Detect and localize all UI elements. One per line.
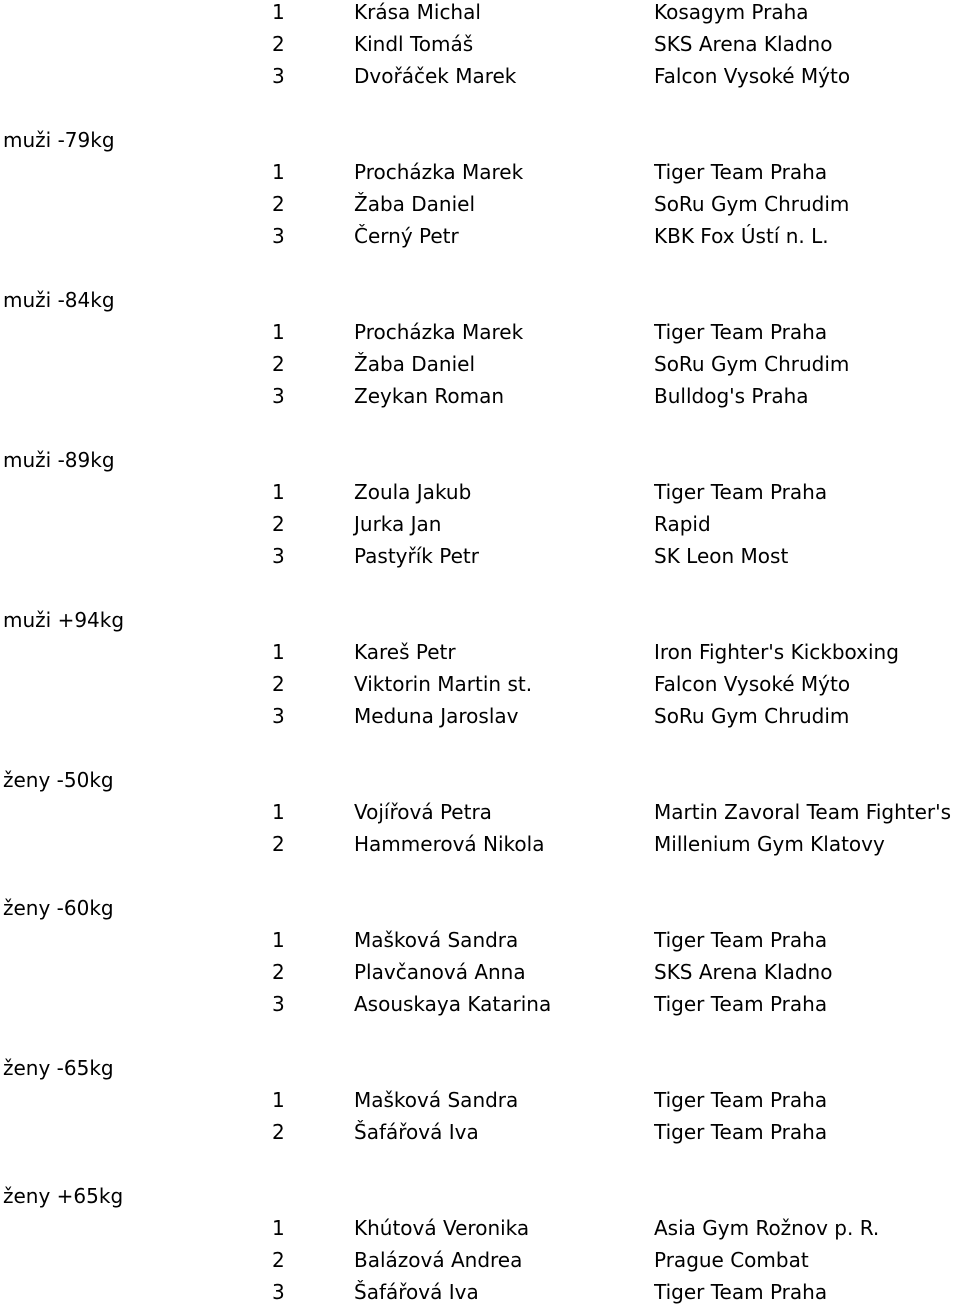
result-row bbox=[0, 348, 960, 380]
result-row bbox=[0, 668, 960, 700]
result-row bbox=[0, 380, 960, 412]
placement-rank: 3 bbox=[272, 224, 285, 248]
placement-rank: 1 bbox=[272, 1216, 285, 1240]
club-name: SKS Arena Kladno bbox=[654, 960, 833, 984]
competitor-name: Procházka Marek bbox=[354, 160, 524, 184]
placement-rank: 2 bbox=[272, 1248, 285, 1272]
result-row bbox=[0, 60, 960, 92]
club-name: KBK Fox Ústí n. L. bbox=[654, 224, 829, 248]
category-row bbox=[0, 892, 960, 924]
club-name: SoRu Gym Chrudim bbox=[654, 192, 850, 216]
result-row bbox=[0, 476, 960, 508]
category-row bbox=[0, 284, 960, 316]
placement-rank: 2 bbox=[272, 352, 285, 376]
placement-rank: 1 bbox=[272, 320, 285, 344]
placement-rank: 3 bbox=[272, 704, 285, 728]
competitor-name: Žaba Daniel bbox=[354, 192, 476, 216]
result-row bbox=[0, 1244, 960, 1276]
competitor-name: Meduna Jaroslav bbox=[354, 704, 519, 728]
placement-rank: 2 bbox=[272, 512, 285, 536]
category-row bbox=[0, 1052, 960, 1084]
blank-row bbox=[0, 572, 960, 604]
category-row bbox=[0, 604, 960, 636]
placement-rank: 3 bbox=[272, 544, 285, 568]
competitor-name: Mašková Sandra bbox=[354, 928, 519, 952]
result-row bbox=[0, 1276, 960, 1308]
placement-rank: 2 bbox=[272, 832, 285, 856]
club-name: Falcon Vysoké Mýto bbox=[654, 64, 851, 88]
result-row bbox=[0, 156, 960, 188]
result-row bbox=[0, 1084, 960, 1116]
competitor-name: Dvořáček Marek bbox=[354, 64, 517, 88]
club-name: Tiger Team Praha bbox=[654, 992, 828, 1016]
club-name: Tiger Team Praha bbox=[654, 480, 828, 504]
competitor-name: Procházka Marek bbox=[354, 320, 524, 344]
result-row bbox=[0, 700, 960, 732]
club-name: Tiger Team Praha bbox=[654, 320, 828, 344]
club-name: Tiger Team Praha bbox=[654, 928, 828, 952]
club-name: Iron Fighter's Kickboxing bbox=[654, 640, 899, 664]
category-label: muži -89kg bbox=[3, 448, 115, 472]
competitor-name: Viktorin Martin st. bbox=[354, 672, 533, 696]
blank-row bbox=[0, 252, 960, 284]
category-row bbox=[0, 124, 960, 156]
placement-rank: 3 bbox=[272, 992, 285, 1016]
placement-rank: 1 bbox=[272, 480, 285, 504]
competitor-name: Šafářová Iva bbox=[354, 1120, 479, 1144]
competitor-name: Kindl Tomáš bbox=[354, 32, 474, 56]
club-name: SoRu Gym Chrudim bbox=[654, 352, 850, 376]
result-row bbox=[0, 924, 960, 956]
result-row bbox=[0, 988, 960, 1020]
placement-rank: 2 bbox=[272, 672, 285, 696]
category-row bbox=[0, 444, 960, 476]
category-row bbox=[0, 764, 960, 796]
category-label: muži +94kg bbox=[3, 608, 125, 632]
competitor-name: Mašková Sandra bbox=[354, 1088, 519, 1112]
result-row bbox=[0, 220, 960, 252]
placement-rank: 2 bbox=[272, 1120, 285, 1144]
competitor-name: Jurka Jan bbox=[354, 512, 442, 536]
blank-row bbox=[0, 412, 960, 444]
club-name: Martin Zavoral Team Fighter's bbox=[654, 800, 952, 824]
placement-rank: 1 bbox=[272, 1088, 285, 1112]
club-name: Tiger Team Praha bbox=[654, 160, 828, 184]
club-name: Tiger Team Praha bbox=[654, 1280, 828, 1304]
club-name: SK Leon Most bbox=[654, 544, 789, 568]
category-label: ženy -65kg bbox=[3, 1056, 114, 1080]
competitor-name: Plavčanová Anna bbox=[354, 960, 526, 984]
placement-rank: 3 bbox=[272, 1280, 285, 1304]
placement-rank: 2 bbox=[272, 192, 285, 216]
blank-row bbox=[0, 860, 960, 892]
result-row bbox=[0, 508, 960, 540]
result-row bbox=[0, 28, 960, 60]
club-name: Tiger Team Praha bbox=[654, 1120, 828, 1144]
club-name: Tiger Team Praha bbox=[654, 1088, 828, 1112]
placement-rank: 2 bbox=[272, 960, 285, 984]
result-row bbox=[0, 316, 960, 348]
category-label: ženy -60kg bbox=[3, 896, 114, 920]
placement-rank: 1 bbox=[272, 160, 285, 184]
result-row bbox=[0, 636, 960, 668]
placement-rank: 2 bbox=[272, 32, 285, 56]
competitor-name: Asouskaya Katarina bbox=[354, 992, 552, 1016]
result-row bbox=[0, 0, 960, 28]
club-name: SoRu Gym Chrudim bbox=[654, 704, 850, 728]
result-row bbox=[0, 956, 960, 988]
competitor-name: Khútová Veronika bbox=[354, 1216, 530, 1240]
placement-rank: 3 bbox=[272, 384, 285, 408]
category-label: muži -84kg bbox=[3, 288, 115, 312]
result-row bbox=[0, 1116, 960, 1148]
placement-rank: 1 bbox=[272, 800, 285, 824]
result-row bbox=[0, 796, 960, 828]
category-row bbox=[0, 1180, 960, 1212]
competitor-name: Zeykan Roman bbox=[354, 384, 505, 408]
club-name: Falcon Vysoké Mýto bbox=[654, 672, 851, 696]
competitor-name: Balázová Andrea bbox=[354, 1248, 523, 1272]
competitor-name: Pastyřík Petr bbox=[354, 544, 479, 568]
placement-rank: 3 bbox=[272, 64, 285, 88]
result-row bbox=[0, 188, 960, 220]
result-row bbox=[0, 1212, 960, 1244]
result-row bbox=[0, 540, 960, 572]
club-name: Prague Combat bbox=[654, 1248, 809, 1272]
blank-row bbox=[0, 1020, 960, 1052]
competitor-name: Hammerová Nikola bbox=[354, 832, 545, 856]
competitor-name: Vojířová Petra bbox=[354, 800, 492, 824]
club-name: SKS Arena Kladno bbox=[654, 32, 833, 56]
club-name: Millenium Gym Klatovy bbox=[654, 832, 885, 856]
club-name: Rapid bbox=[654, 512, 711, 536]
category-label: ženy +65kg bbox=[3, 1184, 124, 1208]
category-label: ženy -50kg bbox=[3, 768, 114, 792]
club-name: Asia Gym Rožnov p. R. bbox=[654, 1216, 880, 1240]
club-name: Bulldog's Praha bbox=[654, 384, 809, 408]
competitor-name: Šafářová Iva bbox=[354, 1280, 479, 1304]
club-name: Kosagym Praha bbox=[654, 0, 809, 24]
placement-rank: 1 bbox=[272, 640, 285, 664]
result-row bbox=[0, 828, 960, 860]
blank-row bbox=[0, 1148, 960, 1180]
competitor-name: Krása Michal bbox=[354, 0, 481, 24]
competitor-name: Černý Petr bbox=[354, 224, 459, 248]
blank-row bbox=[0, 92, 960, 124]
competitor-name: Kareš Petr bbox=[354, 640, 456, 664]
category-label: muži -79kg bbox=[3, 128, 115, 152]
placement-rank: 1 bbox=[272, 928, 285, 952]
competitor-name: Žaba Daniel bbox=[354, 352, 476, 376]
blank-row bbox=[0, 732, 960, 764]
placement-rank: 1 bbox=[272, 0, 285, 24]
competitor-name: Zoula Jakub bbox=[354, 480, 472, 504]
